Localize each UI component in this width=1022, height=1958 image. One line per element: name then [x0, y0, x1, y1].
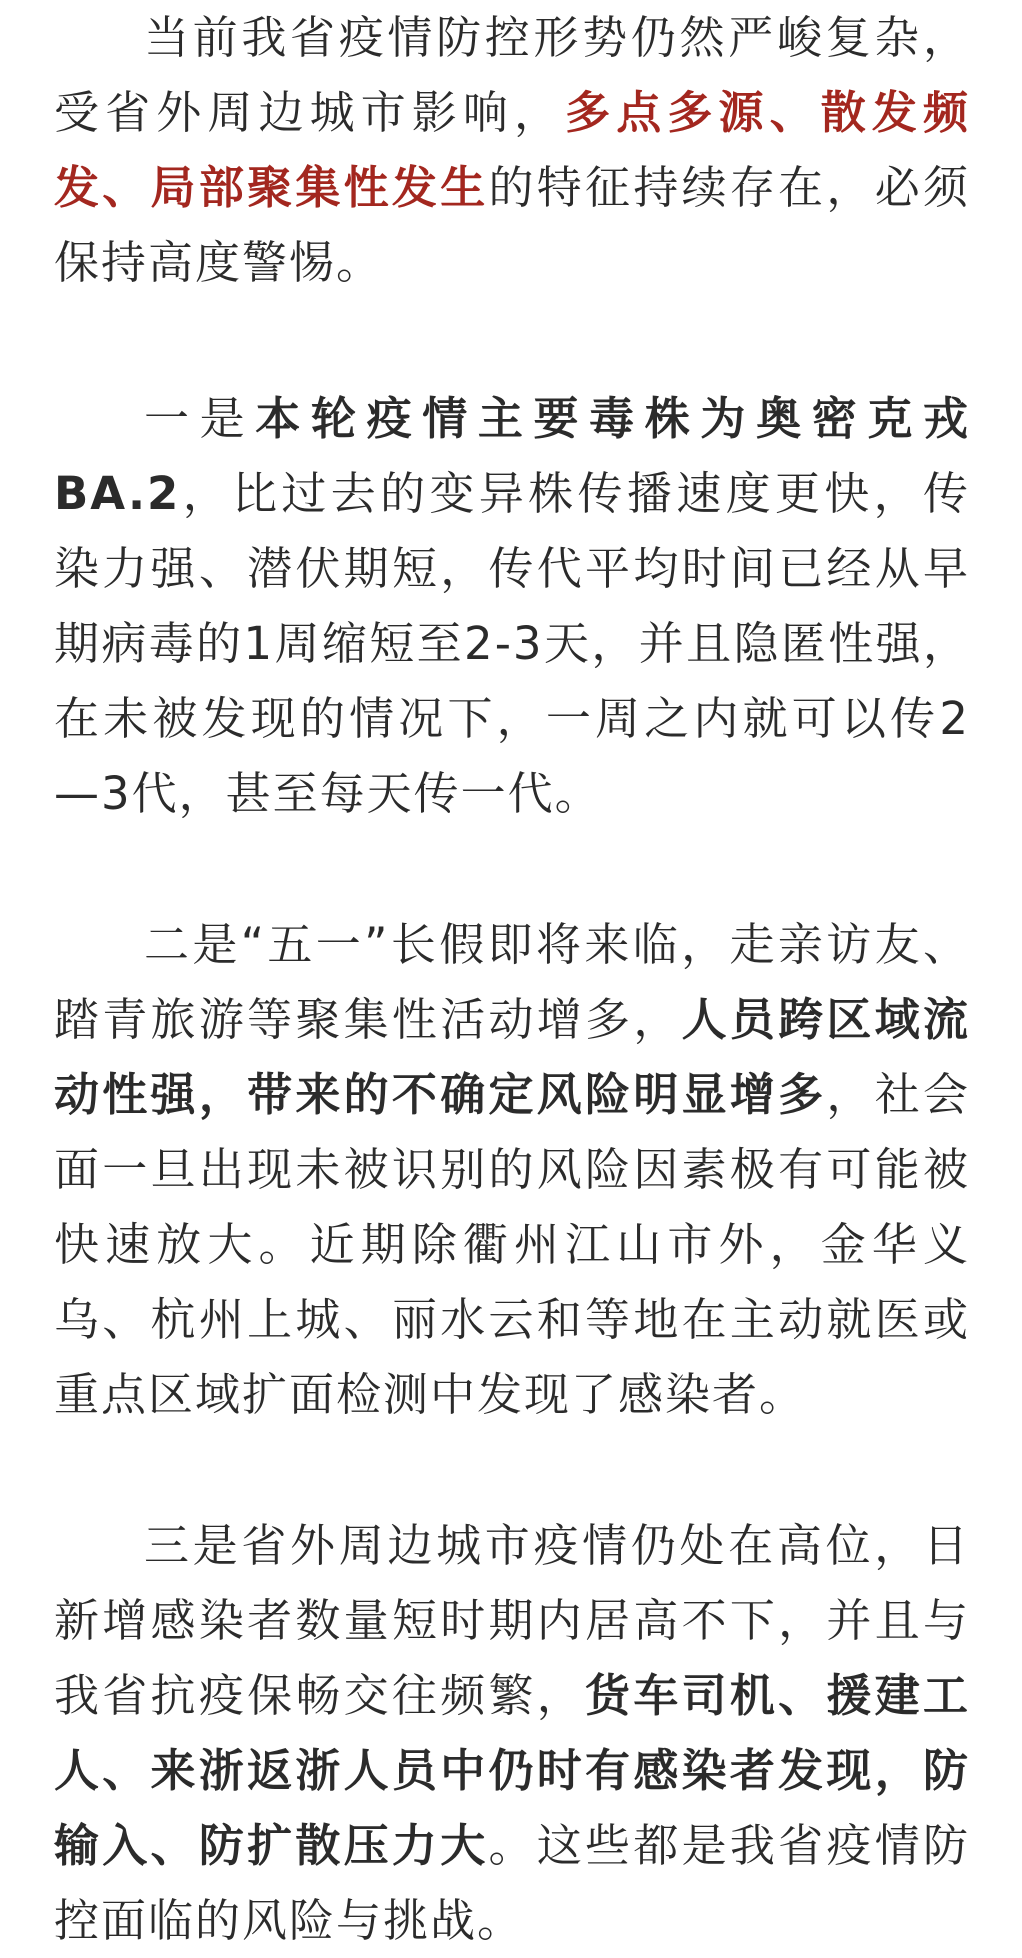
- paragraph-text: 当前我省疫情防控形势仍然严峻复杂，受省外周边城市影响，: [54, 11, 970, 139]
- paragraph-text: 三是省外周边城市疫情仍处在高位，日新增感染者数量短时期内居高不下，并且与我省抗疫保畅交往频繁，: [54, 1519, 970, 1722]
- paragraph-text: ，比过去的变异株传播速度更快，传染力强、潜伏期短，传代平均时间已经从早期病毒的1周缩短至2-3天，并且隐匿性强，在未被发现的情况下，一周之内就可以传2—3代，甚至每天传一代。: [54, 467, 970, 820]
- paragraph-situation: [54, 0, 970, 300]
- paragraph-point-three: [54, 1508, 970, 1958]
- paragraph-text: 一是: [144, 392, 256, 445]
- paragraph-text: 二是“五一”长假即将来临，走亲访友、踏青旅游等聚集性活动增多，: [54, 918, 970, 1046]
- paragraph-text: 。这些都是我省疫情防控面临的风险与挑战。: [54, 1819, 970, 1947]
- paragraph-point-two: [54, 907, 970, 1432]
- bold-text: 货车司机、援建工人、来浙返浙人员中仍时有感染者发现，防输入、防扩散压力大: [54, 1669, 970, 1872]
- paragraph-point-one: [54, 381, 970, 831]
- bold-text: 人员跨区域流动性强，带来的不确定风险明显增多: [54, 993, 970, 1121]
- paragraph-text: ，社会面一旦出现未被识别的风险因素极有可能被快速放大。近期除衢州江山市外，金华义乌、杭州上城、丽水云和等地在主动就医或重点区域扩面检测中发现了感染者。: [54, 1068, 970, 1421]
- bold-text: 本轮疫情主要毒株为奥密克戎BA.2: [54, 392, 970, 520]
- highlight-text: 多点多源、散发频发、局部聚集性发生: [54, 86, 970, 214]
- paragraph-text: 的特征持续存在，必须保持高度警惕。: [54, 161, 970, 289]
